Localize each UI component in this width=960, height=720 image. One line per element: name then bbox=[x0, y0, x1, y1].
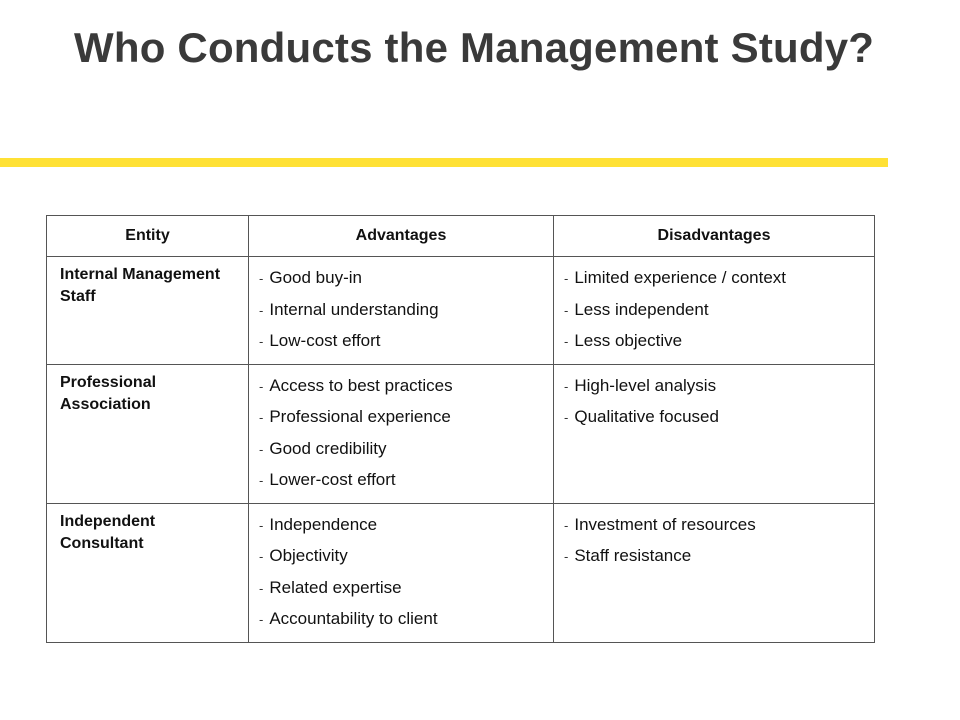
advantage-text: Access to best practices bbox=[269, 375, 453, 395]
dash-bullet: - bbox=[259, 410, 264, 425]
advantages-list bbox=[259, 510, 545, 636]
accent-bar bbox=[0, 158, 888, 167]
list-item bbox=[259, 402, 545, 434]
table-row bbox=[47, 503, 875, 642]
advantage-text: Accountability to client bbox=[269, 609, 438, 628]
dash-bullet: - bbox=[564, 549, 569, 564]
advantage-text: Independence bbox=[269, 514, 378, 534]
disadvantage-text: High-level analysis bbox=[574, 375, 717, 395]
dash-bullet: - bbox=[259, 302, 264, 318]
list-item bbox=[259, 510, 545, 542]
header-advantages: Advantages bbox=[249, 216, 554, 257]
comparison-table bbox=[46, 215, 875, 643]
table-row bbox=[47, 257, 875, 365]
list-item bbox=[564, 510, 866, 542]
disadvantages-list bbox=[564, 371, 866, 434]
dash-bullet: - bbox=[564, 302, 569, 318]
list-item bbox=[259, 434, 545, 466]
dash-bullet: - bbox=[259, 334, 264, 349]
advantages-list bbox=[259, 371, 545, 497]
disadvantage-text: Limited experience / context bbox=[574, 268, 787, 287]
disadvantage-text: Less independent bbox=[574, 299, 709, 319]
list-item bbox=[564, 263, 866, 295]
dash-bullet: - bbox=[259, 378, 264, 394]
disadvantage-text: Staff resistance bbox=[574, 546, 692, 565]
disadvantage-text: Less objective bbox=[574, 331, 683, 350]
dash-bullet: - bbox=[259, 271, 264, 286]
advantage-text: Internal understanding bbox=[269, 299, 439, 319]
dash-bullet: - bbox=[564, 271, 569, 286]
dash-bullet: - bbox=[564, 334, 569, 349]
list-item bbox=[259, 465, 545, 497]
advantage-text: Good buy-in bbox=[269, 268, 362, 287]
entity-cell: Professional Association bbox=[47, 364, 249, 503]
header-entity: Entity bbox=[47, 216, 249, 257]
list-item bbox=[259, 263, 545, 295]
list-item bbox=[564, 541, 866, 573]
dash-bullet: - bbox=[564, 410, 569, 425]
entity-cell: Internal Management Staff bbox=[47, 257, 249, 365]
dash-bullet: - bbox=[259, 441, 264, 457]
advantage-text: Low-cost effort bbox=[269, 331, 381, 350]
disadvantages-cell bbox=[554, 364, 875, 503]
table-header-row bbox=[47, 216, 875, 257]
disadvantages-list bbox=[564, 263, 866, 358]
disadvantages-cell bbox=[554, 257, 875, 365]
header-disadvantages: Disadvantages bbox=[554, 216, 875, 257]
entity-cell: Independent Consultant bbox=[47, 503, 249, 642]
list-item bbox=[564, 402, 866, 434]
list-item bbox=[259, 573, 545, 605]
advantage-text: Related expertise bbox=[269, 577, 402, 597]
disadvantages-cell bbox=[554, 503, 875, 642]
list-item bbox=[564, 295, 866, 327]
disadvantage-text: Investment of resources bbox=[574, 514, 756, 534]
advantages-cell bbox=[249, 257, 554, 365]
list-item bbox=[259, 326, 545, 358]
list-item bbox=[259, 371, 545, 403]
advantage-text: Lower-cost effort bbox=[269, 470, 396, 489]
list-item bbox=[564, 371, 866, 403]
advantage-text: Objectivity bbox=[269, 546, 348, 565]
table-row bbox=[47, 364, 875, 503]
dash-bullet: - bbox=[259, 612, 264, 627]
advantages-cell bbox=[249, 364, 554, 503]
dash-bullet: - bbox=[259, 549, 264, 564]
dash-bullet: - bbox=[259, 580, 264, 596]
dash-bullet: - bbox=[564, 378, 569, 394]
advantages-list bbox=[259, 263, 545, 358]
list-item bbox=[564, 326, 866, 358]
advantages-cell bbox=[249, 503, 554, 642]
dash-bullet: - bbox=[564, 517, 569, 533]
list-item bbox=[259, 541, 545, 573]
advantage-text: Good credibility bbox=[269, 438, 387, 458]
dash-bullet: - bbox=[259, 517, 264, 533]
list-item bbox=[259, 604, 545, 636]
list-item bbox=[259, 295, 545, 327]
advantage-text: Professional experience bbox=[269, 407, 451, 426]
dash-bullet: - bbox=[259, 473, 264, 488]
slide-title: Who Conducts the Management Study? bbox=[74, 24, 875, 71]
disadvantages-list bbox=[564, 510, 866, 573]
disadvantage-text: Qualitative focused bbox=[574, 407, 719, 426]
